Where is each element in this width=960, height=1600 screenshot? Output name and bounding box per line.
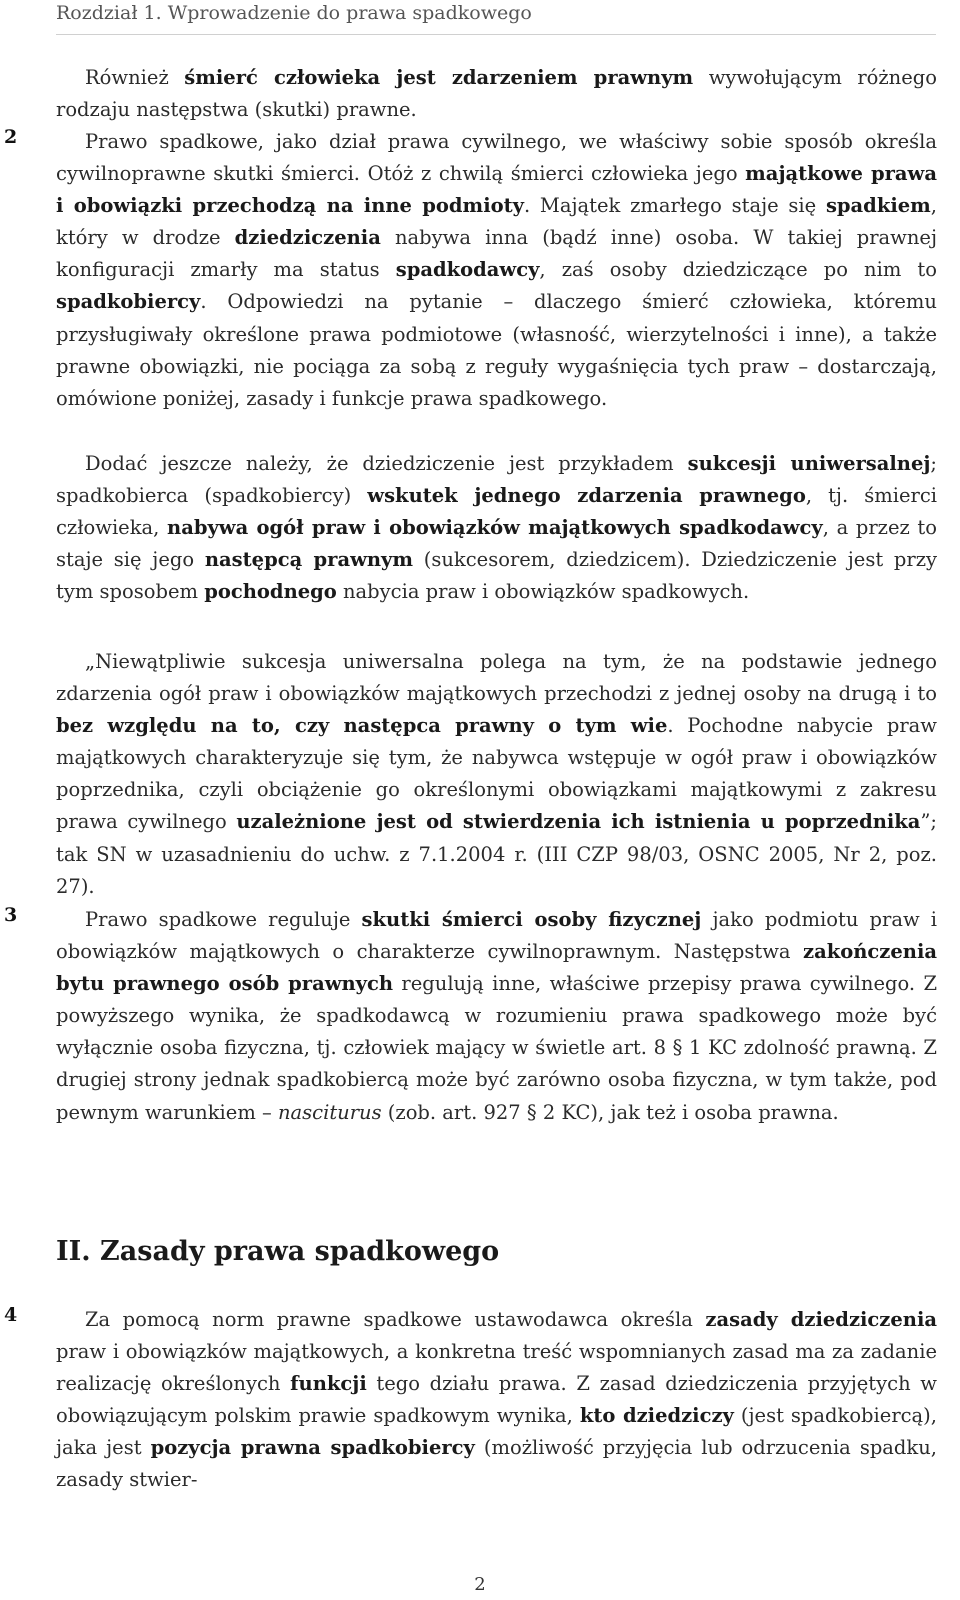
- paragraph-3: Dodać jeszcze należy, że dziedziczenie jest przykładem sukcesji uniwersalnej; spadkobierca (spadkobiercy) wskutek jednego zdarzenia prawnego, tj. śmierci człowieka, nabywa ogół praw i obowiązków majątkowych spadkodawcy, a przez to staje się jego następcą prawnym (sukcesorem, dziedzicem). Dziedziczenie jest przy tym sposobem pochodnego nabycia praw i obowiązków spadkowych.: [56, 452, 938, 604]
- paragraph-5: Prawo spadkowe reguluje skutki śmierci osoby fizycznej jako podmiotu praw i obowiązków majątkowych o charakterze cywilnoprawnym. Następstwa zakończenia bytu prawnego osób prawnych regulują inne, właściwe przepisy prawa cywilnego. Z powyższego wynika, że spadkodawcą w rozumieniu prawa spadkowego może być wyłącznie osoba fizyczna, tj. człowiek mający w świetle art. 8 § 1 KC zdolność prawną. Z drugiej strony jednak spadkobiercą może być zarówno osoba fizyczna, w tym także, pod pewnym warunkiem – nasciturus (zob. art. 927 § 2 KC), jak też i osoba prawna.: [56, 908, 937, 1124]
- section-heading: II. Zasady prawa spadkowego: [56, 1236, 500, 1267]
- running-header: [56, 0, 936, 35]
- paragraph-4-quote: „Niewątpliwie sukcesja uniwersalna polega na tym, że na podstawie jednego zdarzenia ogół praw i obowiązków majątkowych przechodzi z jednej osoby na drugą i to bez względu na to, czy następca prawny o tym wie. Pochodne nabycie praw majątkowych charakteryzuje się tym, że nabywca wstępuje w ogół praw i obowiązków poprzednika, czyli obciążenie go określonymi obowiązkami majątkowymi z zakresu prawa cywilnego uzależnione jest od stwierdzenia ich istnienia u poprzednika”; tak SN w uzasadnieniu do uchw. z 7.1.2004 r. (III CZP 98/03, OSNC 2005, Nr 2, poz. 27).: [56, 650, 938, 898]
- running-title: Rozdział 1. Wprowadzenie do prawa spadkowego: [56, 2, 532, 24]
- margin-number-4: 4: [4, 1304, 18, 1326]
- paragraph-2: Prawo spadkowe, jako dział prawa cywilnego, we właściwy sobie sposób określa cywilnoprawne skutki śmierci. Otóż z chwilą śmierci człowieka jego majątkowe prawa i obowiązki przechodzą na inne podmioty. Majątek zmarłego staje się spadkiem, który w drodze dziedziczenia nabywa inna (bądź inne) osoba. W takiej prawnej konfiguracji zmarły ma status spadkodawcy, zaś osoby dziedziczące po nim to spadkobiercy. Odpowiedzi na pytanie – dlaczego śmierć człowieka, któremu przysługiwały określone prawa podmiotowe (własność, wierzytelności i inne), a także prawne obowiązki, nie pociąga za sobą z reguły wygaśnięcia tych praw – dostarczają, omówione poniżej, zasady i funkcje prawa spadkowego.: [56, 130, 938, 410]
- paragraph-6: Za pomocą norm prawne spadkowe ustawodawca określa zasady dziedziczenia praw i obowiązków majątkowych, a konkretna treść wspomnianych zasad ma za zadanie realizację określonych funkcji tego działu prawa. Z zasad dziedziczenia przyjętych w obowiązującym polskim prawie spadkowym wynika, kto dziedziczy (jest spadkobiercą), jaka jest pozycja prawna spadkobiercy (możliwość przyjęcia lub odrzucenia spadku, zasady stwier-: [56, 1308, 938, 1492]
- page-number: 2: [474, 1574, 486, 1595]
- paragraph-1: Również śmierć człowieka jest zdarzeniem prawnym wywołującym różnego rodzaju następstwa (skutki) prawne.: [56, 66, 938, 122]
- margin-number-2: 2: [4, 126, 18, 148]
- margin-number-3: 3: [4, 904, 18, 926]
